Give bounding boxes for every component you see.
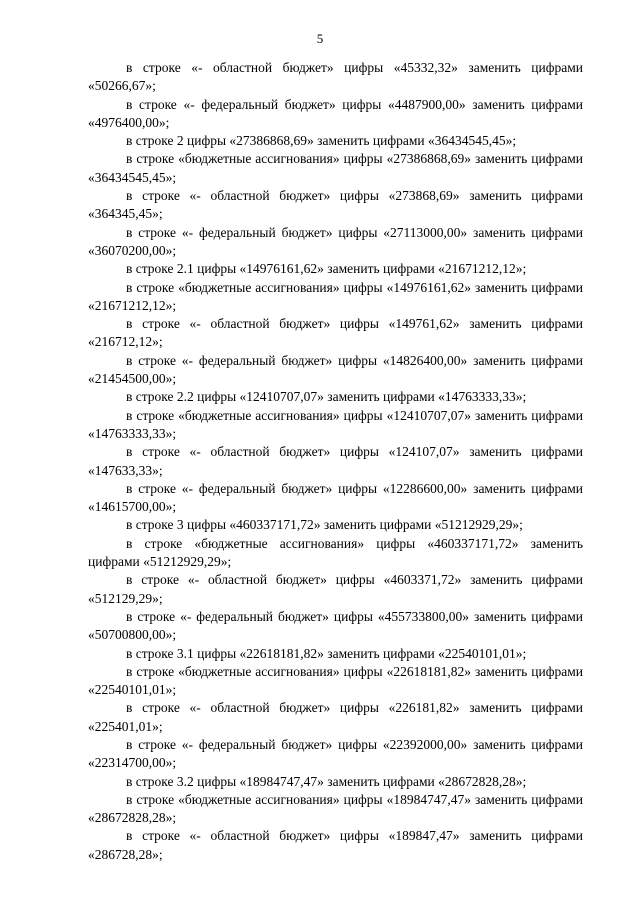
paragraph: в строке 3.2 цифры «18984747,47» заменить цифрами «28672828,28»; xyxy=(126,773,527,789)
document-body xyxy=(88,59,583,864)
paragraph: в строке «- областной бюджет» цифры «189847,47» заменить цифрами «286728,28»; xyxy=(88,828,583,862)
paragraph: в строке «- областной бюджет» цифры «124107,07» заменить цифрами «147633,33»; xyxy=(88,444,583,478)
paragraph: в строке «- федеральный бюджет» цифры «4487900,00» заменить цифрами «4976400,00»; xyxy=(88,96,583,130)
paragraph: в строке «бюджетные ассигнования» цифры «460337171,72» заменить цифрами «51212929,29»; xyxy=(88,535,583,570)
paragraph: в строке «бюджетные ассигнования» цифры «12410707,07» заменить цифрами «14763333,33»; xyxy=(88,407,583,441)
paragraph: в строке «- федеральный бюджет» цифры «455733800,00» заменить цифрами «50700800,00»; xyxy=(88,608,583,643)
paragraph: в строке 2.2 цифры «12410707,07» заменить цифрами «14763333,33»; xyxy=(126,389,527,405)
page-number: 5 xyxy=(316,31,324,46)
paragraph: в строке «- областной бюджет» цифры «4603371,72» заменить цифрами «512129,29»; xyxy=(88,572,583,606)
paragraph: в строке «- областной бюджет» цифры «149761,62» заменить цифрами «216712,12»; xyxy=(88,316,583,350)
paragraph: в строке «бюджетные ассигнования» цифры «22618181,82» заменить цифрами «22540101,01»; xyxy=(88,663,583,698)
paragraph: в строке «бюджетные ассигнования» цифры «18984747,47» заменить цифрами «28672828,28»; xyxy=(88,791,583,826)
paragraph: в строке «- федеральный бюджет» цифры «14826400,00» заменить цифрами «21454500,00»; xyxy=(88,352,583,387)
paragraph: в строке 3 цифры «460337171,72» заменить цифрами «51212929,29»; xyxy=(126,517,523,533)
paragraph: в строке «бюджетные ассигнования» цифры «27386868,69» заменить цифрами «36434545,45»; xyxy=(88,151,583,185)
paragraph: в строке «- федеральный бюджет» цифры «22392000,00» заменить цифрами «22314700,00»; xyxy=(88,736,583,771)
paragraph: в строке «- федеральный бюджет» цифры «12286600,00» заменить цифрами «14615700,00»; xyxy=(88,480,583,515)
paragraph: в строке 3.1 цифры «22618181,82» заменить цифрами «22540101,01»; xyxy=(126,645,527,661)
paragraph: в строке «- федеральный бюджет» цифры «27113000,00» заменить цифрами «36070200,00»; xyxy=(88,224,583,258)
paragraph: в строке «- областной бюджет» цифры «273868,69» заменить цифрами «364345,45»; xyxy=(88,188,583,222)
paragraph: в строке 2.1 цифры «14976161,62» заменить цифрами «21671212,12»; xyxy=(126,261,527,277)
paragraph: в строке «бюджетные ассигнования» цифры «14976161,62» заменить цифрами «21671212,12»; xyxy=(88,279,583,313)
paragraph: в строке 2 цифры «27386868,69» заменить цифрами «36434545,45»; xyxy=(126,133,517,149)
paragraph: в строке «- областной бюджет» цифры «226181,82» заменить цифрами «225401,01»; xyxy=(88,700,583,734)
paragraph: в строке «- областной бюджет» цифры «45332,32» заменить цифрами «50266,67»; xyxy=(88,60,583,94)
